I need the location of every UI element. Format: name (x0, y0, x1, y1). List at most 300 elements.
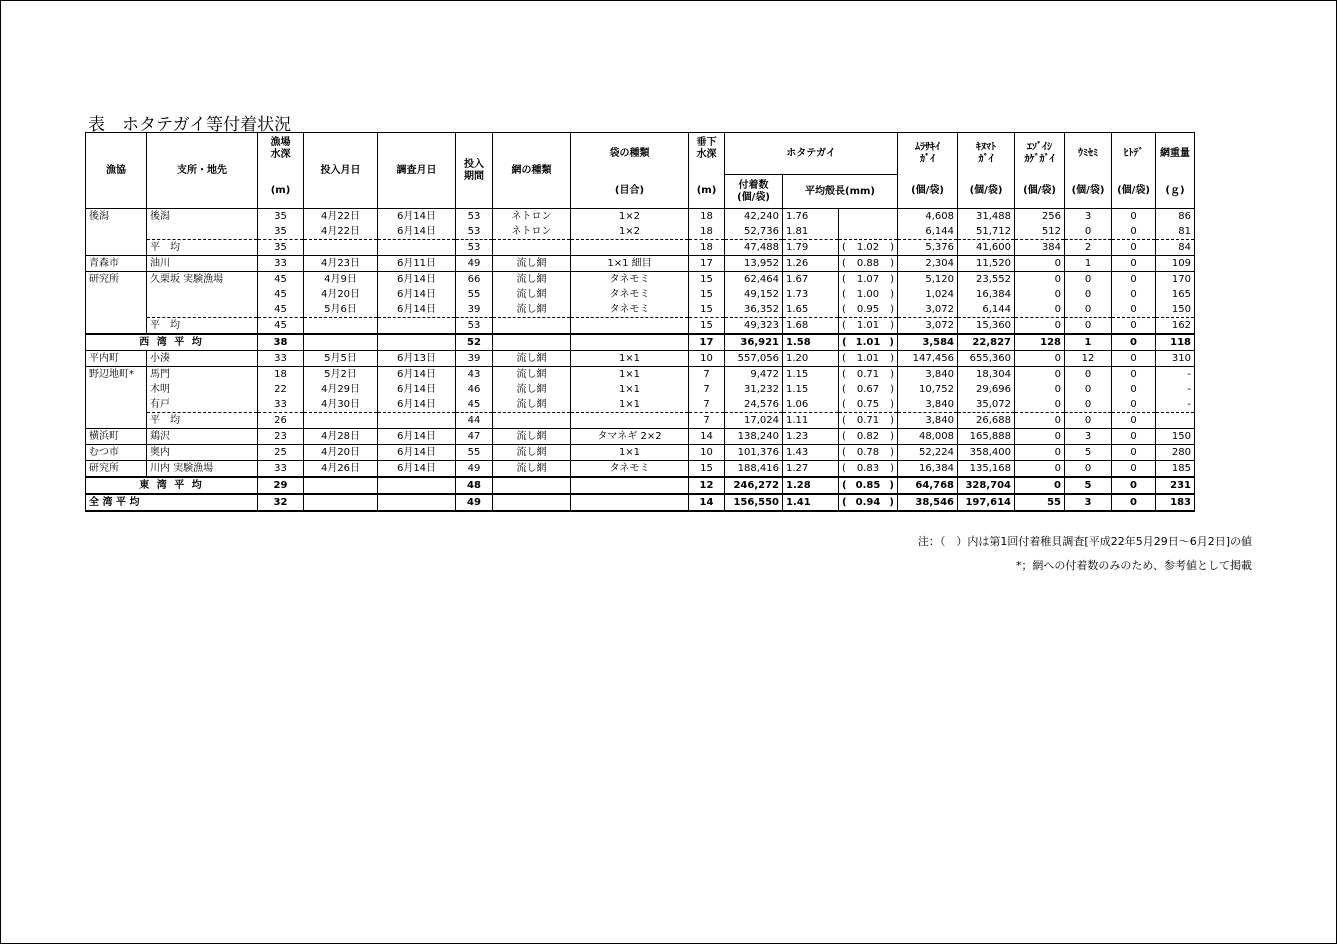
cell-umisuzu: 0 (1065, 397, 1112, 413)
cell-net-weight: 280 (1156, 445, 1195, 461)
cell-umisuzu: 3 (1065, 209, 1112, 225)
cell-net-weight: 170 (1156, 272, 1195, 288)
header-fishery: 漁協 (86, 133, 147, 209)
header-attach-count: 付着数 (個/袋) (725, 175, 783, 209)
cell-fishery (86, 318, 147, 335)
cell-bag-type: 1×1 細目 (571, 256, 689, 272)
cell-hang-depth: 18 (689, 209, 725, 225)
cell-net-weight: 84 (1156, 240, 1195, 256)
cell-bag-type: 1×1 (571, 382, 689, 397)
cell-avg-length: 1.68 (783, 318, 839, 335)
cell-depth: 29 (258, 477, 304, 494)
cell-period: 47 (456, 429, 493, 445)
cell-ezo: 256 (1015, 209, 1065, 225)
cell-avg-length: 1.79 (783, 240, 839, 256)
cell-hitode: 0 (1112, 224, 1156, 240)
cell-branch: 鶏沢 (147, 429, 258, 445)
cell-fishery: 青森市 (86, 256, 147, 272)
cell-deploy-date: 4月20日 (304, 445, 378, 461)
cell-attach-count: 36,352 (725, 302, 783, 318)
cell-net-weight: 162 (1156, 318, 1195, 335)
cell-branch: 平 均 (147, 318, 258, 335)
cell-deploy-date: 4月22日 (304, 224, 378, 240)
table-row (86, 224, 1196, 240)
cell-kinmato: 197,614 (958, 494, 1015, 511)
header-depth-unit: (m) (258, 175, 304, 209)
cell-fishery (86, 224, 147, 240)
cell-mussel: 4,608 (898, 209, 958, 225)
cell-ezo: 0 (1015, 302, 1065, 318)
cell-deploy-date (304, 240, 378, 256)
cell-branch (147, 224, 258, 240)
table-row (86, 240, 1196, 256)
cell-mussel: 147,456 (898, 351, 958, 367)
header-avg-length: 平均殻長(mm) (783, 175, 898, 209)
cell-net-type: 流し網 (493, 382, 571, 397)
cell-attach-count: 156,550 (725, 494, 783, 511)
cell-bag-type: 1×1 (571, 445, 689, 461)
cell-summary-label: 西 湾 平 均 (86, 334, 258, 351)
cell-attach-count: 13,952 (725, 256, 783, 272)
cell-hang-depth: 14 (689, 429, 725, 445)
header-hang-unit: (m) (689, 175, 725, 209)
cell-avg-length: 1.27 (783, 461, 839, 478)
cell-ezo: 0 (1015, 256, 1065, 272)
cell-period: 55 (456, 287, 493, 302)
cell-kinmato: 11,520 (958, 256, 1015, 272)
cell-net-weight: 118 (1156, 334, 1195, 351)
cell-depth: 45 (258, 318, 304, 335)
cell-umisuzu: 0 (1065, 382, 1112, 397)
cell-net-weight: 183 (1156, 494, 1195, 511)
cell-net-type: 流し網 (493, 445, 571, 461)
table-row (86, 287, 1196, 302)
cell-first-survey: ( 0.71 ) (839, 367, 898, 383)
cell-net-weight: 165 (1156, 287, 1195, 302)
cell-bag-type (571, 413, 689, 429)
cell-hitode: 0 (1112, 209, 1156, 225)
cell-survey-date: 6月14日 (378, 429, 456, 445)
cell-hang-depth: 14 (689, 494, 725, 511)
cell-bag-type: タネモミ (571, 461, 689, 478)
header-bag-mesh: (目合) (571, 175, 689, 209)
cell-kinmato: 358,400 (958, 445, 1015, 461)
cell-attach-count: 31,232 (725, 382, 783, 397)
cell-bag-type (571, 477, 689, 494)
cell-avg-length: 1.76 (783, 209, 839, 225)
cell-avg-length: 1.15 (783, 367, 839, 383)
cell-kinmato: 31,488 (958, 209, 1015, 225)
cell-kinmato: 22,827 (958, 334, 1015, 351)
cell-depth: 18 (258, 367, 304, 383)
cell-ezo: 0 (1015, 477, 1065, 494)
cell-hitode: 0 (1112, 351, 1156, 367)
cell-deploy-date: 4月28日 (304, 429, 378, 445)
cell-branch: 小湊 (147, 351, 258, 367)
cell-depth: 33 (258, 461, 304, 478)
header-hitode: ﾋﾄﾃﾞ (1112, 133, 1156, 175)
cell-hang-depth: 15 (689, 302, 725, 318)
table-row (86, 461, 1196, 478)
table-row (86, 429, 1196, 445)
cell-ezo: 0 (1015, 367, 1065, 383)
cell-kinmato: 165,888 (958, 429, 1015, 445)
cell-ezo: 0 (1015, 272, 1065, 288)
cell-fishery: 研究所 (86, 272, 147, 288)
cell-attach-count: 557,056 (725, 351, 783, 367)
cell-net-type (493, 240, 571, 256)
cell-bag-type: 1×1 (571, 351, 689, 367)
cell-kinmato: 51,712 (958, 224, 1015, 240)
cell-net-weight: 185 (1156, 461, 1195, 478)
cell-umisuzu: 0 (1065, 413, 1112, 429)
header-deploy-date: 投入月日 (304, 133, 378, 209)
cell-mussel: 16,384 (898, 461, 958, 478)
header-umisuzu-unit: (個/袋) (1065, 175, 1112, 209)
cell-umisuzu: 0 (1065, 302, 1112, 318)
cell-avg-length: 1.81 (783, 224, 839, 240)
header-net-weight-unit: (ｇ) (1156, 175, 1195, 209)
cell-deploy-date: 5月5日 (304, 351, 378, 367)
cell-net-type: 流し網 (493, 397, 571, 413)
cell-net-type: ネトロン (493, 224, 571, 240)
cell-attach-count: 246,272 (725, 477, 783, 494)
cell-avg-length: 1.26 (783, 256, 839, 272)
cell-fishery (86, 382, 147, 397)
cell-net-weight (1156, 413, 1195, 429)
cell-net-type: 流し網 (493, 351, 571, 367)
cell-umisuzu: 1 (1065, 256, 1112, 272)
cell-net-type: ネトロン (493, 209, 571, 225)
cell-depth: 33 (258, 351, 304, 367)
cell-branch: 平 均 (147, 240, 258, 256)
header-kinmato-unit: (個/袋) (958, 175, 1015, 209)
cell-net-type: 流し網 (493, 302, 571, 318)
cell-ezo: 128 (1015, 334, 1065, 351)
cell-period: 45 (456, 397, 493, 413)
cell-survey-date: 6月13日 (378, 351, 456, 367)
cell-first-survey: ( 1.01 ) (839, 318, 898, 335)
cell-bag-type (571, 240, 689, 256)
cell-umisuzu: 3 (1065, 494, 1112, 511)
cell-ezo: 0 (1015, 461, 1065, 478)
cell-first-survey: ( 1.07 ) (839, 272, 898, 288)
cell-branch: 平 均 (147, 413, 258, 429)
cell-kinmato: 6,144 (958, 302, 1015, 318)
table-row (86, 397, 1196, 413)
header-survey-date: 調査月日 (378, 133, 456, 209)
cell-ezo: 384 (1015, 240, 1065, 256)
cell-net-weight: 81 (1156, 224, 1195, 240)
cell-period: 44 (456, 413, 493, 429)
cell-umisuzu: 0 (1065, 318, 1112, 335)
cell-branch: 川内 実験漁場 (147, 461, 258, 478)
cell-period: 46 (456, 382, 493, 397)
table-row (86, 382, 1196, 397)
cell-first-survey: ( 0.88 ) (839, 256, 898, 272)
cell-fishery (86, 397, 147, 413)
header-umisuzu: ｳﾐｾﾐ (1065, 133, 1112, 175)
cell-kinmato: 328,704 (958, 477, 1015, 494)
cell-bag-type: 1×1 (571, 397, 689, 413)
header-hang-depth: 垂下 水深 (689, 133, 725, 175)
table-row (86, 209, 1196, 225)
cell-kinmato: 655,360 (958, 351, 1015, 367)
cell-fishery (86, 413, 147, 429)
cell-umisuzu: 0 (1065, 287, 1112, 302)
cell-depth: 33 (258, 256, 304, 272)
cell-hitode: 0 (1112, 461, 1156, 478)
cell-depth: 32 (258, 494, 304, 511)
header-mussel-unit: (個/袋) (898, 175, 958, 209)
cell-mussel: 48,008 (898, 429, 958, 445)
cell-first-survey: ( 0.82 ) (839, 429, 898, 445)
cell-depth: 45 (258, 287, 304, 302)
cell-umisuzu: 2 (1065, 240, 1112, 256)
table-row (86, 302, 1196, 318)
cell-umisuzu: 0 (1065, 367, 1112, 383)
cell-survey-date: 6月14日 (378, 367, 456, 383)
note-asterisk: *；網への付着数のみのため、参考値として掲載 (1015, 559, 1252, 572)
cell-deploy-date (304, 318, 378, 335)
cell-attach-count: 52,736 (725, 224, 783, 240)
cell-bag-type: タネモミ (571, 287, 689, 302)
cell-branch: 馬門 (147, 367, 258, 383)
cell-fishery: 後潟 (86, 209, 147, 225)
cell-net-type: 流し網 (493, 367, 571, 383)
cell-hitode: 0 (1112, 287, 1156, 302)
cell-period: 43 (456, 367, 493, 383)
cell-kinmato: 16,384 (958, 287, 1015, 302)
cell-ezo: 0 (1015, 397, 1065, 413)
header-ezo: ｴｿﾞｲｼ ｶｹﾞｶﾞｲ (1015, 133, 1065, 175)
table-row (86, 367, 1196, 383)
cell-avg-length: 1.65 (783, 302, 839, 318)
cell-mussel: 3,072 (898, 302, 958, 318)
cell-net-type: 流し網 (493, 272, 571, 288)
cell-depth: 22 (258, 382, 304, 397)
cell-mussel: 5,376 (898, 240, 958, 256)
cell-net-weight: - (1156, 382, 1195, 397)
cell-attach-count: 138,240 (725, 429, 783, 445)
cell-hang-depth: 17 (689, 334, 725, 351)
cell-summary-label: 全 湾 平 均 (86, 494, 258, 511)
cell-fishery: 研究所 (86, 461, 147, 478)
cell-first-survey: ( 1.00 ) (839, 287, 898, 302)
cell-avg-length: 1.20 (783, 351, 839, 367)
cell-umisuzu: 3 (1065, 429, 1112, 445)
cell-avg-length: 1.58 (783, 334, 839, 351)
cell-hang-depth: 15 (689, 287, 725, 302)
cell-net-type: 流し網 (493, 256, 571, 272)
cell-hitode: 0 (1112, 272, 1156, 288)
scallop-attachment-table (85, 132, 1196, 512)
cell-net-type: 流し網 (493, 429, 571, 445)
cell-first-survey: ( 0.71 ) (839, 413, 898, 429)
cell-hang-depth: 10 (689, 445, 725, 461)
cell-depth: 45 (258, 272, 304, 288)
cell-depth: 35 (258, 224, 304, 240)
table-row (86, 445, 1196, 461)
cell-period: 49 (456, 256, 493, 272)
cell-hang-depth: 18 (689, 224, 725, 240)
cell-hitode: 0 (1112, 429, 1156, 445)
cell-mussel: 1,024 (898, 287, 958, 302)
cell-survey-date: 6月14日 (378, 302, 456, 318)
cell-net-weight: 86 (1156, 209, 1195, 225)
cell-mussel: 3,840 (898, 397, 958, 413)
cell-period: 53 (456, 224, 493, 240)
cell-attach-count: 49,152 (725, 287, 783, 302)
cell-hitode: 0 (1112, 302, 1156, 318)
cell-branch: 有戸 (147, 397, 258, 413)
cell-first-survey: ( 1.02 ) (839, 240, 898, 256)
cell-ezo: 0 (1015, 351, 1065, 367)
cell-mussel: 64,768 (898, 477, 958, 494)
cell-attach-count: 47,488 (725, 240, 783, 256)
cell-depth: 45 (258, 302, 304, 318)
cell-attach-count: 188,416 (725, 461, 783, 478)
cell-period: 49 (456, 494, 493, 511)
cell-first-survey: ( 0.94 ) (839, 494, 898, 511)
cell-umisuzu: 5 (1065, 477, 1112, 494)
cell-deploy-date: 4月23日 (304, 256, 378, 272)
cell-bag-type: タネモミ (571, 302, 689, 318)
cell-umisuzu: 5 (1065, 445, 1112, 461)
table-row (86, 272, 1196, 288)
cell-mussel: 52,224 (898, 445, 958, 461)
cell-mussel: 10,752 (898, 382, 958, 397)
cell-period: 39 (456, 302, 493, 318)
cell-fishery: 横浜町 (86, 429, 147, 445)
cell-survey-date: 6月14日 (378, 461, 456, 478)
table-row (86, 351, 1196, 367)
cell-period: 52 (456, 334, 493, 351)
cell-hitode: 0 (1112, 382, 1156, 397)
cell-fishery (86, 287, 147, 302)
cell-period: 53 (456, 240, 493, 256)
cell-net-type: 流し網 (493, 461, 571, 478)
cell-attach-count: 9,472 (725, 367, 783, 383)
cell-hang-depth: 7 (689, 382, 725, 397)
table-row (86, 477, 1196, 494)
cell-hang-depth: 15 (689, 461, 725, 478)
cell-survey-date: 6月14日 (378, 382, 456, 397)
cell-mussel: 3,584 (898, 334, 958, 351)
cell-kinmato: 15,360 (958, 318, 1015, 335)
cell-depth: 35 (258, 209, 304, 225)
cell-branch: 油川 (147, 256, 258, 272)
cell-net-weight: 150 (1156, 429, 1195, 445)
cell-mussel: 38,546 (898, 494, 958, 511)
header-bag-type: 袋の種類 (571, 133, 689, 175)
cell-net-type (493, 413, 571, 429)
cell-avg-length: 1.28 (783, 477, 839, 494)
cell-survey-date (378, 240, 456, 256)
cell-attach-count: 36,921 (725, 334, 783, 351)
cell-bag-type (571, 334, 689, 351)
cell-fishery: むつ市 (86, 445, 147, 461)
cell-branch: 後潟 (147, 209, 258, 225)
cell-deploy-date (304, 413, 378, 429)
note-parentheses: 注：（ ）内は第1回付着稚貝調査[平成22年5月29日～6月2日]の値 (917, 535, 1252, 548)
cell-hitode: 0 (1112, 445, 1156, 461)
cell-branch: 奥内 (147, 445, 258, 461)
cell-survey-date: 6月14日 (378, 287, 456, 302)
header-scallop: ホタテガイ (725, 133, 898, 175)
cell-ezo: 0 (1015, 445, 1065, 461)
cell-avg-length: 1.67 (783, 272, 839, 288)
cell-fishery: 野辺地町* (86, 367, 147, 383)
cell-first-survey: ( 0.67 ) (839, 382, 898, 397)
cell-survey-date (378, 413, 456, 429)
header-mussel: ﾑﾗｻｷｲ ｶﾞｲ (898, 133, 958, 175)
cell-branch (147, 302, 258, 318)
cell-survey-date: 6月14日 (378, 397, 456, 413)
cell-survey-date (378, 318, 456, 335)
cell-hitode: 0 (1112, 494, 1156, 511)
cell-hang-depth: 7 (689, 397, 725, 413)
cell-hitode: 0 (1112, 397, 1156, 413)
cell-umisuzu: 0 (1065, 224, 1112, 240)
cell-ezo: 55 (1015, 494, 1065, 511)
cell-hitode: 0 (1112, 240, 1156, 256)
cell-survey-date: 6月14日 (378, 209, 456, 225)
cell-net-type: 流し網 (493, 287, 571, 302)
cell-mussel: 3,840 (898, 413, 958, 429)
header-kinmato: ｷﾇﾏﾄ ｶﾞｲ (958, 133, 1015, 175)
cell-hang-depth: 10 (689, 351, 725, 367)
cell-bag-type: 1×1 (571, 367, 689, 383)
cell-avg-length: 1.73 (783, 287, 839, 302)
cell-kinmato: 41,600 (958, 240, 1015, 256)
cell-avg-length: 1.15 (783, 382, 839, 397)
cell-attach-count: 101,376 (725, 445, 783, 461)
cell-bag-type (571, 318, 689, 335)
cell-fishery: 平内町 (86, 351, 147, 367)
page-title: 表 ホタテガイ等付着状況 (88, 115, 292, 135)
cell-mussel: 2,304 (898, 256, 958, 272)
cell-ezo: 0 (1015, 382, 1065, 397)
cell-branch: 木明 (147, 382, 258, 397)
cell-survey-date (378, 334, 456, 351)
cell-kinmato: 18,304 (958, 367, 1015, 383)
cell-deploy-date: 5月6日 (304, 302, 378, 318)
cell-avg-length: 1.43 (783, 445, 839, 461)
cell-first-survey: ( 0.95 ) (839, 302, 898, 318)
cell-attach-count: 62,464 (725, 272, 783, 288)
cell-first-survey (839, 224, 898, 240)
cell-survey-date: 6月11日 (378, 256, 456, 272)
header-net-weight: 網重量 (1156, 133, 1195, 175)
cell-deploy-date: 4月30日 (304, 397, 378, 413)
cell-hang-depth: 15 (689, 318, 725, 335)
cell-deploy-date: 4月29日 (304, 382, 378, 397)
cell-kinmato: 26,688 (958, 413, 1015, 429)
cell-depth: 35 (258, 240, 304, 256)
cell-hang-depth: 7 (689, 367, 725, 383)
cell-ezo: 512 (1015, 224, 1065, 240)
cell-kinmato: 23,552 (958, 272, 1015, 288)
cell-fishery (86, 240, 147, 256)
cell-mussel: 3,840 (898, 367, 958, 383)
cell-hang-depth: 15 (689, 272, 725, 288)
cell-depth: 33 (258, 397, 304, 413)
table-row (86, 318, 1196, 335)
table-body (86, 209, 1196, 512)
cell-hang-depth: 18 (689, 240, 725, 256)
header-branch: 支所・地先 (147, 133, 258, 209)
